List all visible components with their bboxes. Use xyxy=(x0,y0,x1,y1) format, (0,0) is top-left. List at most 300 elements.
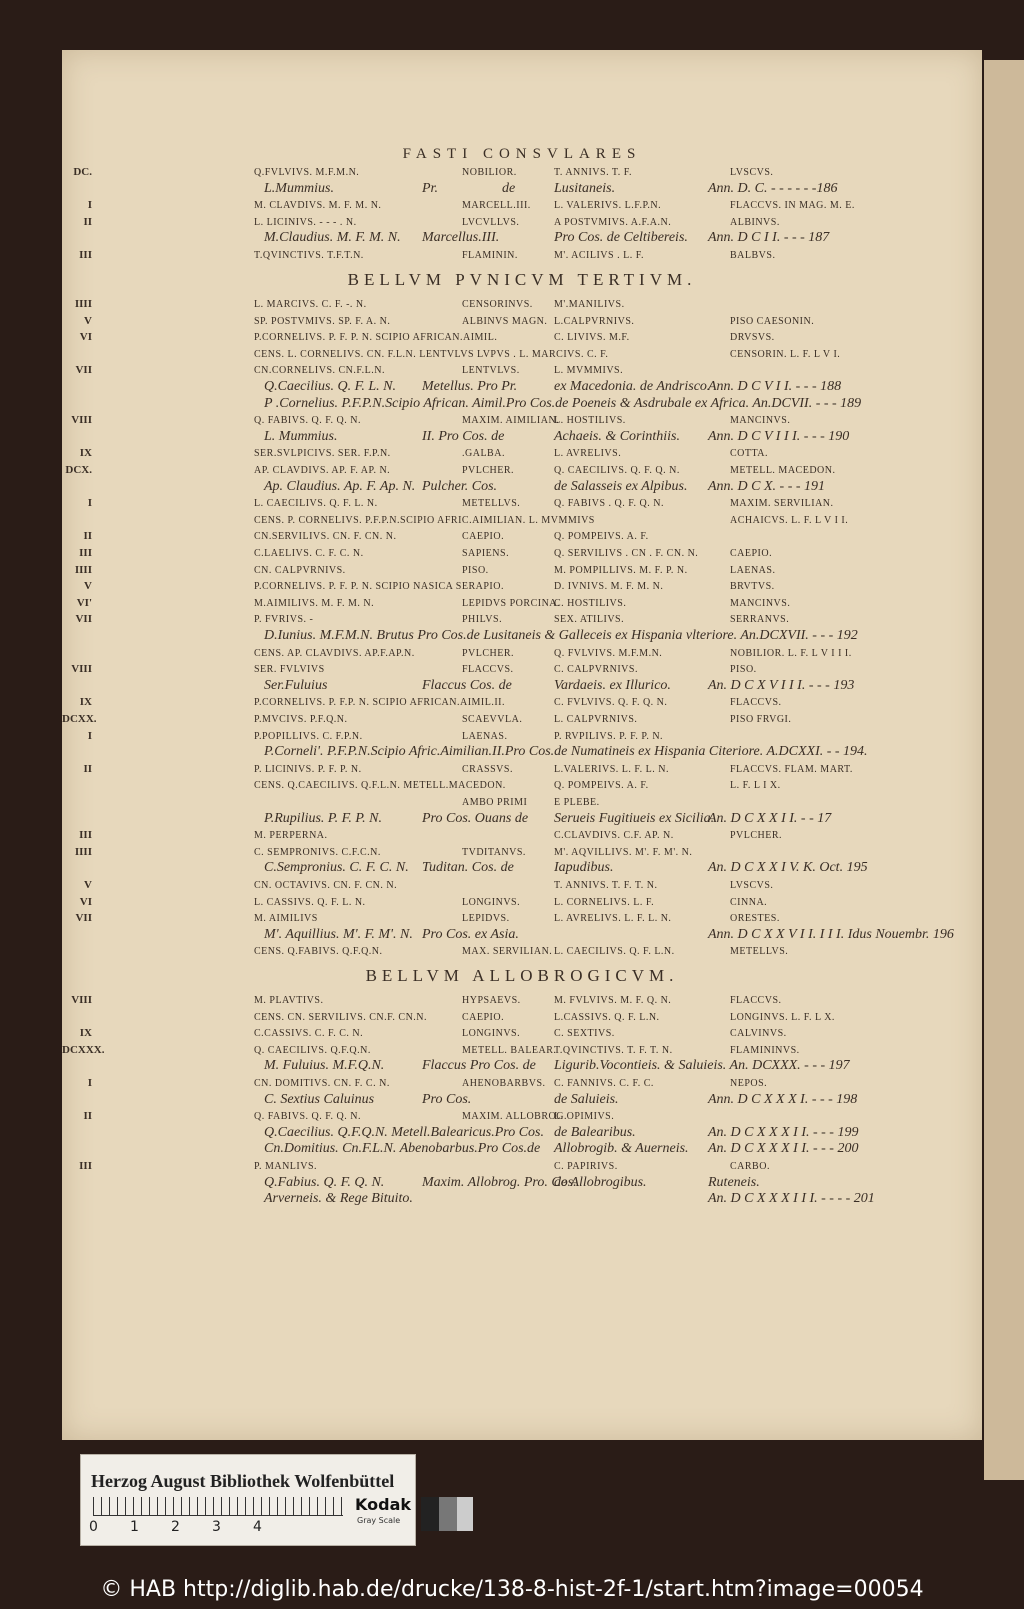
row-field-d: FLAMININVS. xyxy=(730,1044,800,1056)
consul-row xyxy=(62,1141,982,1159)
row-field-c: Q. FABIVS . Q. F. Q. N. xyxy=(554,498,664,510)
row-field-d: CALVINVS. xyxy=(730,1028,787,1040)
row-field-c: T. ANNIVS. T. F. T. N. xyxy=(554,880,658,891)
row-field-c: Q. SERVILIVS . CN . F. CN. N. xyxy=(554,548,699,559)
row-field-ie: Ann. D C X X X I. - - - 198 xyxy=(708,1091,858,1107)
row-field-a: CENS. Q.FABIVS. Q.F.Q.N. xyxy=(254,946,383,958)
consul-row xyxy=(62,777,982,795)
row-field-b: LAENAS. xyxy=(462,730,508,742)
row-field-a: CN. DOMITIVS. CN. F. C. N. xyxy=(254,1078,390,1089)
ruler-number: 2 xyxy=(171,1519,180,1535)
row-field-a: T.QVINCTIVS. T.F.T.N. xyxy=(254,250,364,261)
row-field-n: IIII xyxy=(74,563,92,576)
row-field-c: L. CORNELIVS. L. F. xyxy=(554,896,655,908)
consul-row xyxy=(62,445,982,463)
row-field-a: CENS. P. CORNELIVS. P.F.P.N.SCIPIO AFRIC.AIMILIAN. L. MVMMIVS xyxy=(254,514,595,526)
row-field-b: PVLCHER. xyxy=(462,465,515,476)
row-field-ia: P.Rupilius. P. F. P. N. xyxy=(264,810,382,826)
row-field-n: III xyxy=(79,547,92,559)
row-field-d: CARBO. xyxy=(730,1161,770,1172)
row-field-b: CAEPIO. xyxy=(462,1011,505,1023)
row-field-d: PVLCHER. xyxy=(730,830,783,842)
row-field-c: C. HOSTILIVS. xyxy=(554,597,627,609)
consul-row xyxy=(62,794,982,812)
row-field-n: IX xyxy=(79,1027,92,1040)
row-field-d: PISO CAESONIN. xyxy=(730,315,815,327)
consul-row xyxy=(62,1075,982,1093)
consul-row xyxy=(62,1191,982,1209)
row-field-d: PISO FRVGI. xyxy=(730,714,792,725)
consul-row xyxy=(62,694,982,712)
row-field-a: M. PLAVTIVS. xyxy=(254,995,324,1006)
row-field-n: DCXX. xyxy=(62,713,97,725)
row-field-ia: Q.Fabius. Q. F. Q. N. xyxy=(264,1174,385,1190)
row-field-ib: Pro Cos. xyxy=(422,1091,472,1107)
row-field-b: PHILVS. xyxy=(462,614,503,626)
row-field-c: L.CASSIVS. Q. F. L.N. xyxy=(554,1011,660,1023)
library-name: Herzog August Bibliothek Wolfenbüttel xyxy=(91,1471,395,1491)
page-title: FASTI CONSVLARES xyxy=(402,146,642,162)
row-field-ia: Arverneis. & Rege Bituito. xyxy=(264,1191,413,1207)
row-field-d: BRVTVS. xyxy=(730,581,775,593)
row-field-c: Q. POMPEIVS. A. F. xyxy=(554,780,649,792)
row-field-c: T. ANNIVS. T. F. xyxy=(554,167,633,178)
row-field-b: LONGINVS. xyxy=(462,1028,521,1040)
row-field-a: Q.FVLVIVS. M.F.M.N. xyxy=(254,167,360,178)
row-field-b: SCAEVVLA. xyxy=(462,714,523,725)
row-field-b: MARCELL.III. xyxy=(462,200,531,212)
row-field-a: Q. FABIVS. Q. F. Q. N. xyxy=(254,1111,361,1123)
row-field-c: M. FVLVIVS. M. F. Q. N. xyxy=(554,995,672,1006)
row-field-c: C. CALPVRNIVS. xyxy=(554,664,638,676)
consul-row xyxy=(62,164,982,182)
consul-row xyxy=(62,429,982,447)
row-field-c: P. RVPILIVS. P. F. P. N. xyxy=(554,730,664,742)
row-field-d: CAEPIO. xyxy=(730,548,773,559)
row-field-d: L. F. L I X. xyxy=(730,780,781,792)
consul-row xyxy=(62,595,982,613)
row-field-c: C. FVLVIVS. Q. F. Q. N. xyxy=(554,697,668,709)
row-field-c: L. HOSTILIVS. xyxy=(554,415,626,427)
row-field-n: I xyxy=(87,729,92,742)
row-field-id: de Balearibus. xyxy=(554,1124,636,1140)
consul-row xyxy=(62,247,982,265)
section-heading-allobrogicum: BELLVM ALLOBROGICVM. xyxy=(365,966,679,985)
row-field-d: BALBVS. xyxy=(730,250,776,261)
row-field-a: M. CLAVDIVS. M. F. M. N. xyxy=(254,200,382,212)
row-field-ia: Q.Caecilius. Q.F.Q.N. Metell.Balearicus.Pro Cos. xyxy=(264,1124,544,1140)
row-field-a: CN.SERVILIVS. CN. F. CN. N. xyxy=(254,531,397,543)
row-field-c: A POSTVMIVS. A.F.A.N. xyxy=(554,216,672,228)
consul-row xyxy=(62,860,982,878)
row-field-n: V xyxy=(84,879,92,891)
consul-row xyxy=(62,412,982,430)
row-field-ie: Ann. D C V I I I. - - - 190 xyxy=(708,428,850,444)
row-field-c: Q. FVLVIVS. M.F.M.N. xyxy=(554,647,663,659)
row-field-a: P.MVCIVS. P.F.Q.N. xyxy=(254,714,348,725)
row-field-n: VII xyxy=(75,613,92,626)
row-field-a: CN. CALPVRNIVS. xyxy=(254,564,346,576)
row-field-b: LENTVLVS. xyxy=(462,365,520,377)
row-field-n: III xyxy=(79,249,92,261)
row-field-id: de Allobrogibus. xyxy=(554,1174,647,1190)
row-field-ia: M'. Aquillius. M'. F. M'. N. xyxy=(264,926,413,942)
row-field-ib: Flaccus Cos. de xyxy=(422,677,512,693)
consul-row xyxy=(62,927,982,945)
consul-row xyxy=(62,1058,982,1076)
row-field-c: C. LIVIVS. M.F. xyxy=(554,332,630,344)
row-field-n: DC. xyxy=(73,166,92,178)
consul-row xyxy=(62,744,982,762)
row-field-d: ACHAICVS. L. F. L V I I. xyxy=(730,514,849,526)
row-field-ib: Metellus. Pro Pr. xyxy=(422,379,518,394)
row-field-b: AHENOBARBVS. xyxy=(462,1078,546,1089)
row-field-b: LONGINVS. xyxy=(462,896,521,908)
row-field-c: Q. POMPEIVS. A. F. xyxy=(554,531,649,543)
row-field-d: MANCINVS. xyxy=(730,597,791,609)
row-field-ie: An. D C X X I V. K. Oct. 195 xyxy=(708,860,868,876)
row-field-a: SER.SVLPICIVS. SER. F.P.N. xyxy=(254,448,391,460)
row-field-a: L. CAECILIVS. Q. F. L. N. xyxy=(254,498,378,510)
consul-row xyxy=(62,181,982,199)
row-field-d: METELL. MACEDON. xyxy=(730,465,836,476)
row-field-a: L. MARCIVS. C. F. -. N. xyxy=(254,299,367,310)
gray-patch-dark xyxy=(421,1497,439,1531)
row-field-d: MAXIM. SERVILIAN. xyxy=(730,498,834,510)
row-field-n: VIII xyxy=(71,414,92,427)
row-field-n: II xyxy=(83,530,92,543)
row-field-c: L. CAECILIVS. Q. F. L.N. xyxy=(554,946,675,958)
consul-row xyxy=(62,877,982,895)
row-field-d: LONGINVS. L. F. L X. xyxy=(730,1011,835,1023)
row-field-b: FLAMININ. xyxy=(462,250,518,261)
row-field-b: NOBILIOR. xyxy=(462,167,517,178)
row-field-ia: Q.Caecilius. Q. F. L. N. xyxy=(264,379,396,394)
row-field-a: Q. FABIVS. Q. F. Q. N. xyxy=(254,415,361,427)
row-field-ia: C. Sextius Caluinus xyxy=(264,1091,375,1107)
row-field-a: P.CORNELIVS. P. F. P. N. SCIPIO NASICA SERAPIO. xyxy=(254,581,504,593)
row-field-a: C. SEMPRONIVS. C.F.C.N. xyxy=(254,846,381,858)
ruler-number: 3 xyxy=(212,1519,221,1535)
row-field-c: D. IVNIVS. M. F. M. N. xyxy=(554,581,664,593)
consul-row xyxy=(62,214,982,232)
row-field-c: M. POMPILLIVS. M. F. P. N. xyxy=(554,564,688,576)
row-field-ie: Ann. D C X X V I I. I I I. Idus Nouembr. 196 xyxy=(708,926,954,942)
row-field-id: ex Macedonia. de Andrisco. xyxy=(554,379,711,394)
row-field-a: P.CORNELIVS. P. F. P. N. SCIPIO AFRICAN.AIMIL. xyxy=(254,332,498,344)
row-field-b: TVDITANVS. xyxy=(462,846,526,858)
row-field-d: FLACCVS. FLAM. MART. xyxy=(730,763,853,775)
row-field-n: IIII xyxy=(74,845,92,858)
row-field-n: II xyxy=(83,762,92,775)
consul-row xyxy=(62,379,982,397)
row-field-d: CENSORIN. L. F. L V I. xyxy=(730,348,841,360)
row-field-a: P. FVRIVS. - xyxy=(254,614,314,626)
row-field-d: COTTA. xyxy=(730,448,769,460)
row-field-b: PVLCHER. xyxy=(462,647,515,659)
row-field-ie: Ann. D C V I I. - - - 188 xyxy=(708,379,842,394)
page-edge xyxy=(984,60,1024,1480)
row-field-ia: Ap. Claudius. Ap. F. Ap. N. xyxy=(264,478,416,494)
row-field-c: C. FANNIVS. C. F. C. xyxy=(554,1078,654,1089)
row-field-ib: Pr. xyxy=(422,180,438,196)
row-field-a: P. MANLIVS. xyxy=(254,1161,318,1172)
row-field-a: P. LICINIVS. P. F. P. N. xyxy=(254,763,362,775)
consul-row xyxy=(62,678,982,696)
row-field-ie: Ann. D C X. - - - 191 xyxy=(708,478,826,494)
row-field-n: IIII xyxy=(74,298,92,310)
consul-row xyxy=(62,761,982,779)
row-field-n: VIII xyxy=(71,663,92,676)
row-field-d: DRVSVS. xyxy=(730,332,775,344)
consul-row xyxy=(62,894,982,912)
row-field-c: C. PAPIRIVS. xyxy=(554,1161,618,1172)
row-field-n: VI xyxy=(79,331,92,344)
row-field-d: PISO. xyxy=(730,664,757,676)
row-field-n: II xyxy=(83,215,92,228)
row-field-ia: M.Claudius. M. F. M. N. xyxy=(264,230,401,246)
row-field-b: SAPIENS. xyxy=(462,548,510,559)
ruler-scale xyxy=(93,1497,343,1516)
consul-row xyxy=(62,645,982,663)
row-field-n: VIII xyxy=(71,994,92,1006)
consul-row xyxy=(62,479,982,497)
consul-row xyxy=(62,313,982,331)
row-field-d: CINNA. xyxy=(730,896,768,908)
row-field-id: Allobrogib. & Auerneis. xyxy=(554,1141,689,1157)
row-field-b: LVCVLLVS. xyxy=(462,216,520,228)
gray-patch-light xyxy=(457,1497,473,1531)
row-field-ib: Maxim. Allobrog. Pro. Cos. xyxy=(422,1174,577,1190)
row-field-d: NEPOS. xyxy=(730,1078,768,1089)
row-field-ia: L. Mummius. xyxy=(264,428,338,444)
row-field-n: IX xyxy=(79,447,92,460)
row-field-ia: L.Mummius. xyxy=(264,180,335,196)
row-field-ib: Tuditan. Cos. de xyxy=(422,860,514,876)
row-field-id: Serueis Fugitiueis ex Sicilia. xyxy=(554,810,715,826)
consul-row xyxy=(62,512,982,530)
row-field-ie: Ann. D. C. - - - - - -186 xyxy=(708,180,838,196)
row-field-d: LVSCVS. xyxy=(730,880,774,891)
row-field-b: MAXIM. AIMILIAN. xyxy=(462,415,560,427)
row-field-ic: de xyxy=(502,180,516,196)
consul-row xyxy=(62,230,982,248)
row-field-a: SP. POSTVMIVS. SP. F. A. N. xyxy=(254,315,391,327)
row-field-ie: An. D C X X X I I. - - - 200 xyxy=(708,1141,859,1157)
row-field-n: VII xyxy=(75,364,92,377)
row-field-c: C.CLAVDIVS. C.F. AP. N. xyxy=(554,830,674,842)
row-field-ia: C.Sempronius. C. F. C. N. xyxy=(264,860,409,876)
row-field-b: MAXIM. ALLOBROG. xyxy=(462,1111,567,1123)
kodak-sublabel: Gray Scale xyxy=(357,1516,401,1525)
row-field-b: METELLVS. xyxy=(462,498,521,510)
section-heading-punicum: BELLVM PVNICVM TERTIVM. xyxy=(347,270,697,289)
row-field-a: CENS. Q.CAECILIVS. Q.F.L.N. METELL.MACEDON. xyxy=(254,780,506,792)
row-field-ia: Cn.Domitius. Cn.F.L.N. Abenobarbus.Pro Cos.de xyxy=(264,1141,541,1157)
row-field-c: C. SEXTIVS. xyxy=(554,1028,615,1040)
row-field-a: C.LAELIVS. C. F. C. N. xyxy=(254,548,364,559)
row-field-n: I xyxy=(87,1077,92,1089)
row-field-b: ALBINVS MAGN. xyxy=(462,315,548,327)
consul-row xyxy=(62,811,982,829)
row-field-n: VI' xyxy=(76,596,92,609)
consul-row xyxy=(62,1042,982,1060)
row-field-ib: Pulcher. Cos. xyxy=(422,478,498,494)
row-field-a: P.POPILLIVS. C. F.P.N. xyxy=(254,730,363,742)
row-field-d: MANCINVS. xyxy=(730,415,791,427)
row-field-c: E PLEBE. xyxy=(554,797,600,808)
row-field-c: Q. CAECILIVS. Q. F. Q. N. xyxy=(554,465,680,476)
ruler-numbers xyxy=(89,1519,294,1535)
row-field-a: CENS. CN. SERVILIVS. CN.F. CN.N. xyxy=(254,1011,428,1023)
row-field-n: DCXXX. xyxy=(62,1043,105,1056)
consul-row xyxy=(62,396,982,414)
row-field-n: I xyxy=(87,497,92,510)
row-field-b: PISO. xyxy=(462,564,489,576)
row-field-d: LAENAS. xyxy=(730,564,776,576)
row-field-b: AMBO PRIMI xyxy=(462,797,528,808)
row-field-d: METELLVS. xyxy=(730,946,789,958)
row-field-ib: Flaccus Pro Cos. de xyxy=(422,1058,536,1074)
consul-row xyxy=(62,992,982,1010)
row-field-a: Q. CAECILIVS. Q.F.Q.N. xyxy=(254,1044,371,1056)
library-scale-card xyxy=(80,1454,416,1546)
ruler-number: 1 xyxy=(130,1519,139,1535)
row-field-c: M'. AQVILLIVS. M'. F. M'. N. xyxy=(554,846,693,858)
consul-row xyxy=(62,197,982,215)
consul-row xyxy=(62,1092,982,1110)
row-field-n: DCX. xyxy=(65,464,92,476)
row-field-c: L. AVRELIVS. L. F. L. N. xyxy=(554,913,672,925)
row-field-d: LVSCVS. xyxy=(730,167,774,178)
consul-row xyxy=(62,1009,982,1027)
consul-row xyxy=(62,611,982,629)
consul-row xyxy=(62,943,982,961)
row-field-n: VI xyxy=(79,895,92,908)
row-field-b: CAEPIO. xyxy=(462,531,505,543)
row-field-b: METELL. BALEAR. xyxy=(462,1044,557,1056)
consul-row xyxy=(62,495,982,513)
consul-row xyxy=(62,528,982,546)
row-field-c: L. CALPVRNIVS. xyxy=(554,714,638,725)
row-field-a: L. LICINIVS. - - - . N. xyxy=(254,216,357,228)
row-field-b: .GALBA. xyxy=(462,448,505,460)
row-field-n: III xyxy=(79,829,92,842)
row-field-id: Achaeis. & Corinthiis. xyxy=(554,428,680,444)
row-field-ia: M. Fuluius. M.F.Q.N. xyxy=(264,1058,385,1074)
consul-row xyxy=(62,910,982,928)
row-field-c: L. AVRELIVS. xyxy=(554,448,622,460)
row-field-a: M. AIMILIVS xyxy=(254,913,318,925)
row-field-n: II xyxy=(83,1110,92,1123)
book-page xyxy=(62,50,982,1440)
row-field-ie: Ann. D C I I. - - - 187 xyxy=(708,230,830,246)
row-field-ia: P .Cornelius. P.F.P.N.Scipio African. Aimil.Pro Cos.de Poeneis & Asdrubale ex Africa. An.DCVII. - - - 189 xyxy=(264,395,862,411)
row-field-b: LEPIDVS PORCINA. xyxy=(462,597,561,609)
consul-row xyxy=(62,329,982,347)
row-field-n: V xyxy=(84,580,92,593)
row-field-ib: Marcellus.III. xyxy=(422,230,500,246)
row-field-c: L. VALERIVS. L.F.P.N. xyxy=(554,200,662,212)
row-field-ia: P.Corneli'. P.F.P.N.Scipio Afric.Aimilian.II.Pro Cos.de Numatineis ex Hispania Citeriore. A.DCXXI. - - 194. xyxy=(264,744,868,760)
row-field-n: V xyxy=(84,314,92,327)
row-field-a: P.CORNELIVS. P. F.P. N. SCIPIO AFRICAN.AIMIL.II. xyxy=(254,697,506,709)
row-field-d: FLACCVS. xyxy=(730,697,782,709)
row-field-ib: Pro Cos. Ouans de xyxy=(422,810,529,826)
row-field-c: L. OPIMIVS. xyxy=(554,1111,615,1123)
row-field-b: CENSORINVS. xyxy=(462,299,533,310)
document-sheet xyxy=(62,50,982,1440)
consul-row xyxy=(62,362,982,380)
consul-row xyxy=(62,728,982,746)
row-field-id: Pro Cos. de Celtibereis. xyxy=(554,230,688,246)
consul-row xyxy=(62,844,982,862)
row-field-ia: D.Iunius. M.F.M.N. Brutus Pro Cos.de Lusitaneis & Galleceis ex Hispania vlteriore. An.DCXVII. - - - 192 xyxy=(264,628,858,643)
row-field-n: VII xyxy=(75,912,92,925)
row-field-a: CN. OCTAVIVS. CN. F. CN. N. xyxy=(254,880,398,891)
row-field-id: Vardaeis. ex Illurico. xyxy=(554,677,671,693)
consul-row xyxy=(62,628,982,646)
row-field-ib: Pro Cos. ex Asia. xyxy=(422,926,519,942)
row-field-c: M'. ACILIVS . L. F. xyxy=(554,250,644,261)
row-field-c: T.QVINCTIVS. T. F. T. N. xyxy=(554,1044,673,1056)
row-field-id: Iapudibus. xyxy=(554,860,614,876)
row-field-c: L. MVMMIVS. xyxy=(554,365,624,377)
row-field-d: FLACCVS. IN MAG. M. E. xyxy=(730,200,855,212)
consul-row xyxy=(62,462,982,480)
consul-row xyxy=(62,346,982,364)
gray-patch-mid xyxy=(439,1497,457,1531)
row-field-n: I xyxy=(87,199,92,212)
row-field-a: M.AIMILIVS. M. F. M. N. xyxy=(254,597,375,609)
row-field-id: de Salasseis ex Alpibus. xyxy=(554,478,688,494)
row-field-d: ALBINVS. xyxy=(730,216,780,228)
row-field-a: CENS. L. CORNELIVS. CN. F.L.N. LENTVLVS LVPVS . L. MARCIVS. C. F. xyxy=(254,348,609,360)
consul-row xyxy=(62,562,982,580)
footer-credit: © HAB http://diglib.hab.de/drucke/138-8-hist-2f-1/start.htm?image=00054 xyxy=(0,1570,1024,1609)
row-field-b: LEPIDVS. xyxy=(462,913,510,925)
row-field-d: SERRANVS. xyxy=(730,614,790,626)
row-field-b: FLACCVS. xyxy=(462,664,514,676)
row-field-ie: An. D C X X X I I. - - - 199 xyxy=(708,1124,859,1140)
ruler-number: 4 xyxy=(253,1519,262,1535)
row-field-d: ORESTES. xyxy=(730,913,780,925)
row-field-a: SER. FVLVIVS xyxy=(254,664,325,676)
row-field-c: SEX. ATILIVS. xyxy=(554,614,625,626)
consul-row xyxy=(62,711,982,729)
row-field-a: L. CASSIVS. Q. F. L. N. xyxy=(254,896,366,908)
row-field-ie: An. D C X X I I. - - 17 xyxy=(708,810,832,826)
consul-row xyxy=(62,1108,982,1126)
row-field-id: Lusitaneis. xyxy=(554,180,616,196)
row-field-d: FLACCVS. xyxy=(730,995,782,1006)
consul-row xyxy=(62,545,982,563)
consul-row xyxy=(62,1175,982,1193)
row-field-b: MAX. SERVILIAN. xyxy=(462,946,553,958)
row-field-id: de Saluieis. xyxy=(554,1091,619,1107)
row-field-c: M'.MANILIVS. xyxy=(554,299,625,310)
row-field-a: CN.CORNELIVS. CN.F.L.N. xyxy=(254,365,385,377)
row-field-a: M. PERPERNA. xyxy=(254,830,328,842)
row-field-b: CRASSVS. xyxy=(462,763,513,775)
row-field-n: III xyxy=(79,1160,92,1172)
row-field-n: IX xyxy=(79,696,92,709)
ruler-number: 0 xyxy=(89,1519,98,1535)
consul-row xyxy=(62,827,982,845)
row-field-ia: Ser.Fuluius xyxy=(264,677,328,693)
row-field-a: AP. CLAVDIVS. AP. F. AP. N. xyxy=(254,465,391,476)
consul-row xyxy=(62,1125,982,1143)
